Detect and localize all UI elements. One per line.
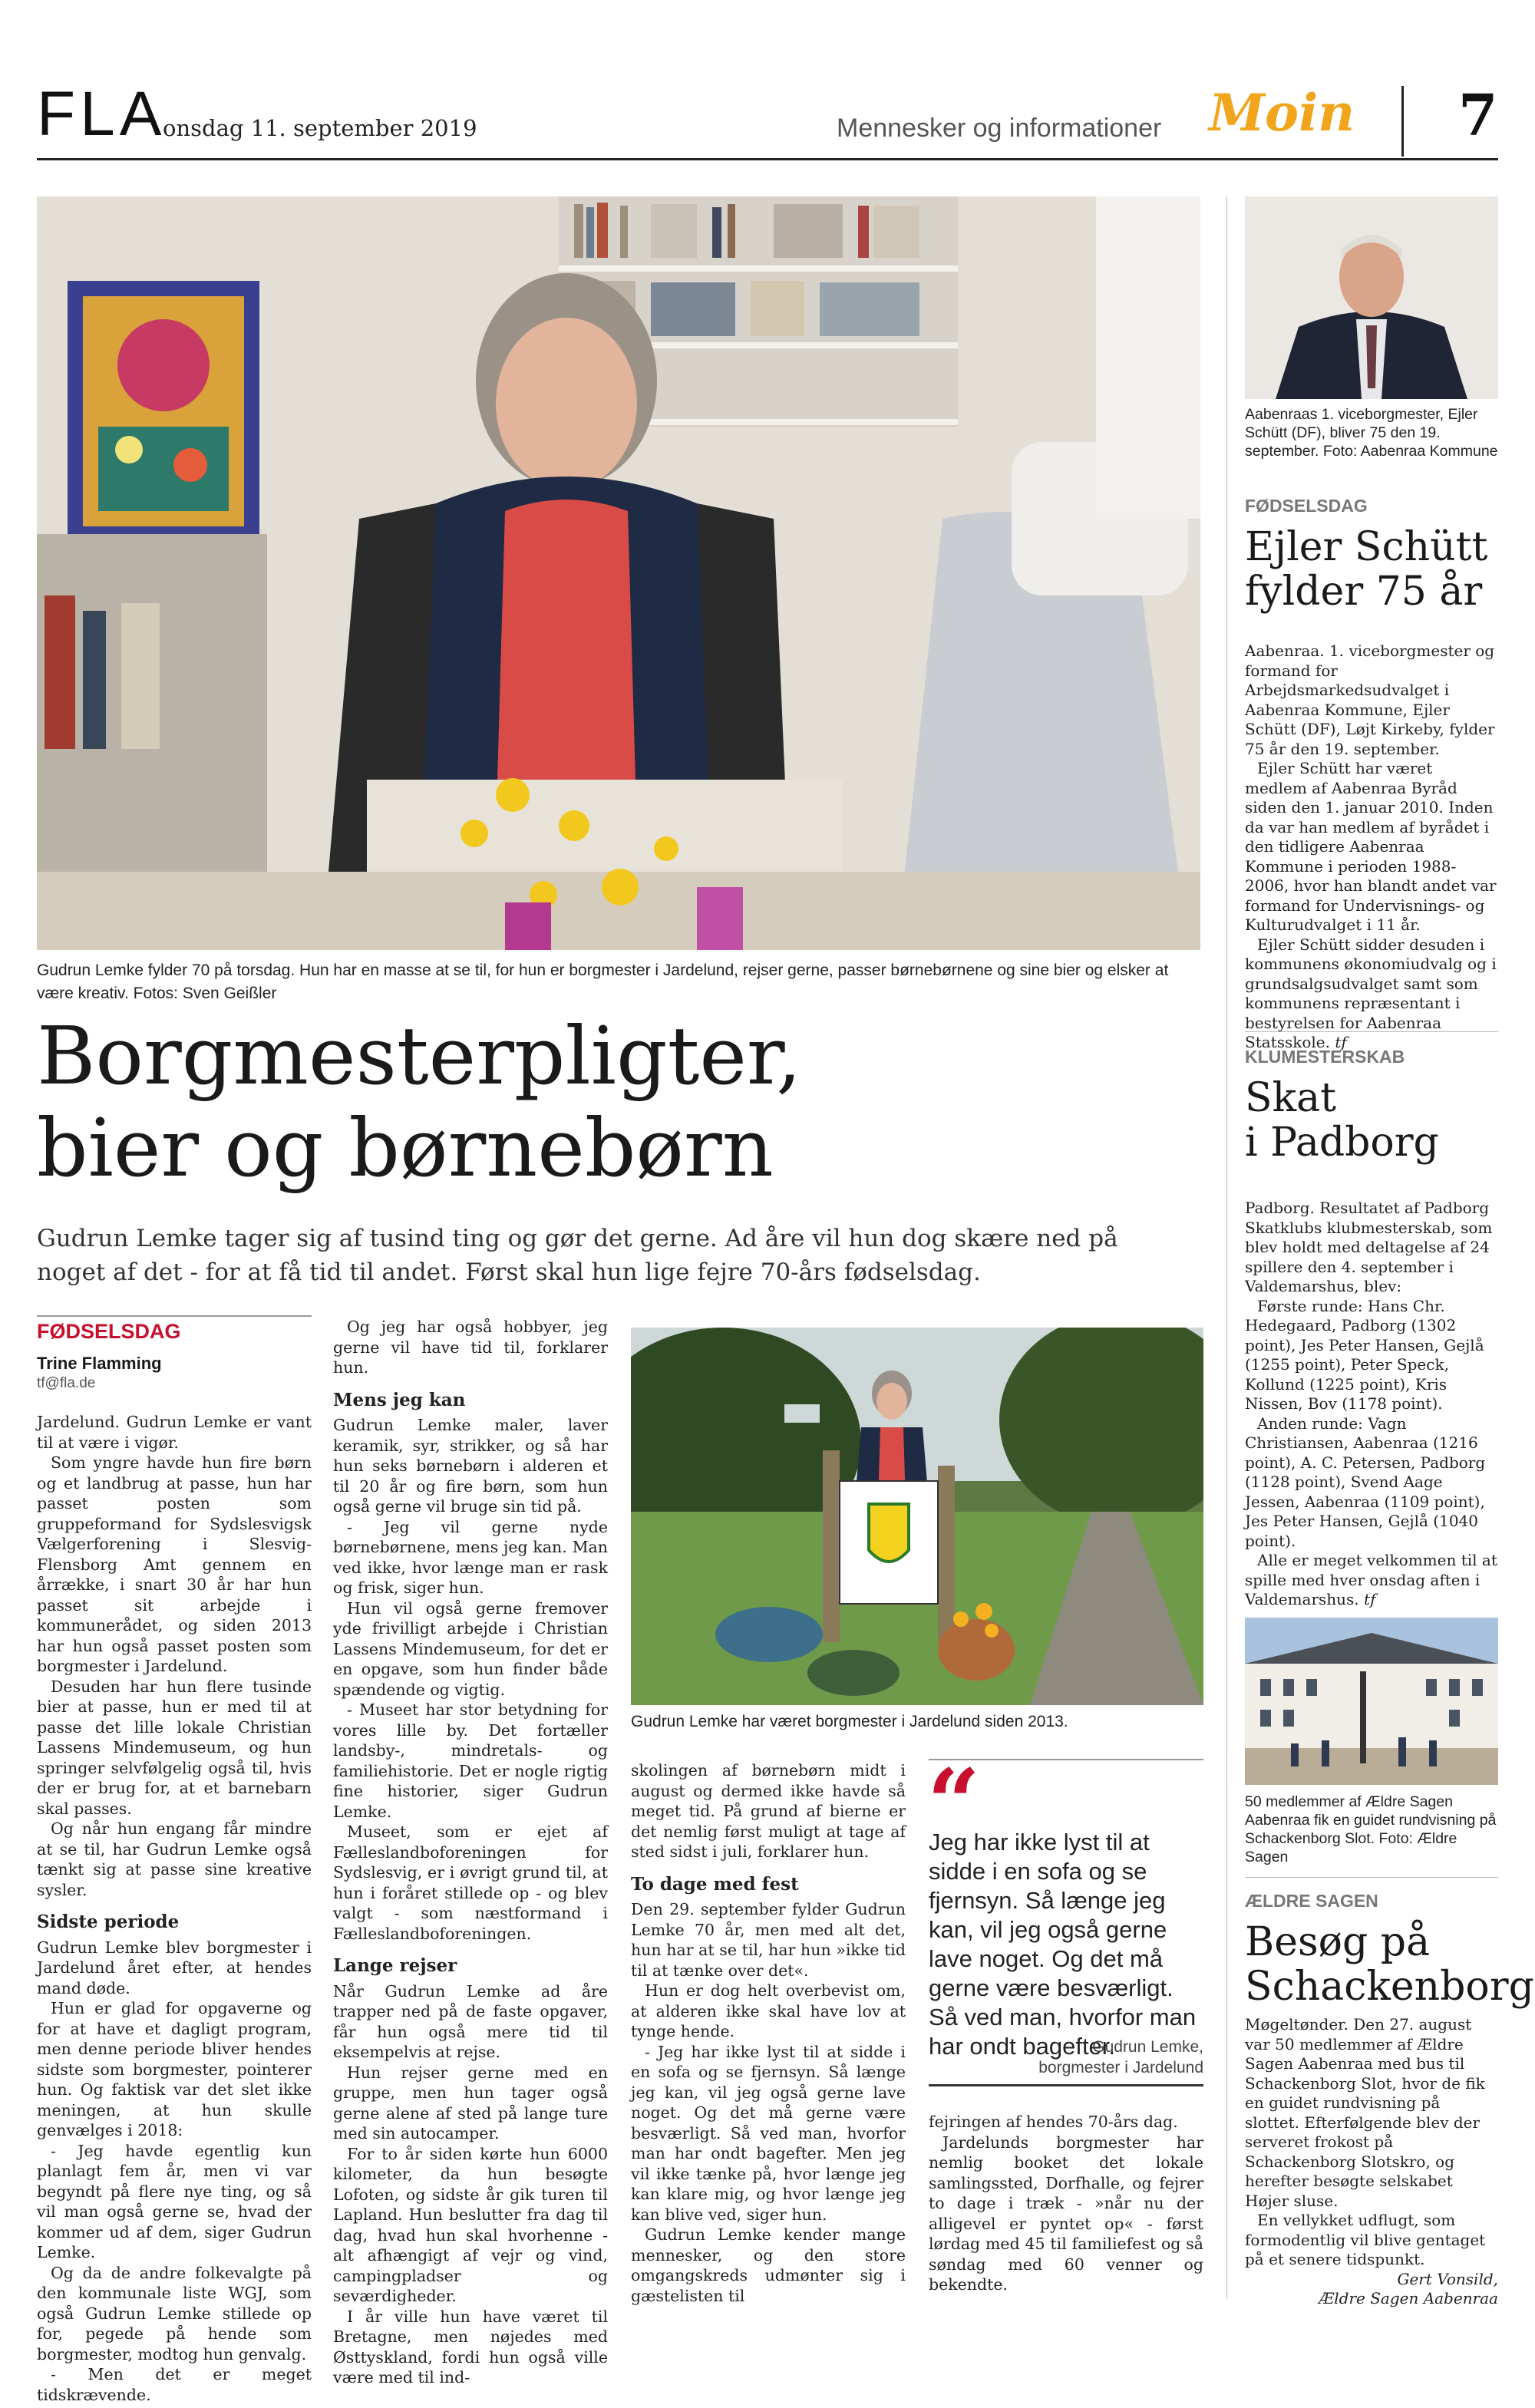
main-photo [37,196,1200,950]
issue-date: onsdag 11. september 2019 [163,115,477,141]
sidebar-title-skat [1245,1076,1502,1165]
paragraph: For to år siden kørte hun 6000 kilometer, da hun besøgte Lofoten, og sidste år gik turen til Lapland. Hun beslutter fra dag til dag, hvad hun skal hvorhenne - alt afhængigt af vejr og vind, campingpladser og seværdigheder. [333,2144,608,2305]
paragraph: - Men det er meget tidskrævende. [37,2365,312,2404]
moin-logo: Moin [1209,83,1355,143]
schackenborg-caption: 50 medlemmer af Ældre Sagen Aabenraa fik en guidet rundvisning på Schackenborg Slot. Foto: Ældre Sagen [1245,1793,1497,1865]
portrait-caption: Aabenraas 1. viceborgmester, Ejler Schütt (DF), bliver 75 den 19. september. Foto: Aabenraa Kommune [1245,406,1498,460]
main-photo-illustration [37,196,1200,950]
sidebar-title-line: Skat [1245,1075,1337,1121]
paragraph: fejringen af hendes 70-års dag. [929,2113,1178,2131]
paragraph: - Jeg har ikke lyst til at sidde i en sofa og se fjernsyn. Så længe jeg kan, vil jeg også gerne lave noget. Og det må gerne være besværligt. Så ved man, hvorfor man har ondt bagefter. Men jeg vil ikke tænke på, hvor længe jeg kan klare mig, og hvor længe jeg kan blive ved, siger hun. [631,2042,906,2224]
paragraph: Gudrun Lemke kender mange mennesker, og den store omgangskreds udmønter sig i gæstelisten til [631,2225,906,2305]
schackenborg-illustration [1245,1618,1498,1785]
sidebar-title-line: fylder 75 år [1245,569,1483,615]
sidebar-rule [1245,1877,1498,1878]
sidebar-story-aeldre [1245,2015,1498,2309]
sidebar-divider [1226,196,1227,2299]
paragraph: Hun er dog helt overbevist om, at alderen ikke skal have lov at tynge hende. [631,1981,906,2040]
sidebar-story-birthday [1245,642,1498,1053]
paragraph: Og jeg har også hobbyer, jeg gerne vil have tid til, forklarer hun. [333,1318,608,1377]
paragraph: Museet, som er ejet af Fælleslandboforeningen for Sydslesvig, er i øvrigt grund til, at hun i foråret stillede op - og blev valgt - som næstformand i Fælleslandboforeningen. [333,1822,608,1943]
sidebar-title-line: Schackenborg [1245,1964,1534,2010]
paragraph: Ejler Schütt har været medlem af Aabenraa Byråd siden den 1. januar 2010. Inden da var han medlem af byrådet i den tidligere Aabenraa Kommune i perioden 1988-2006, hvor han blandt andet var formand for Undervisnings- og Kulturudvalget i 11 år. [1245,759,1497,934]
kicker-rule [37,1315,312,1317]
main-photo-caption: Gudrun Lemke fylder 70 på torsdag. Hun har en masse at se til, for hun er borgmester i Jardelund, rejser gerne, passer børnebørnene og sine bier og elsker at være kreativ. Fotos: Sven Geißler [37,962,1169,1002]
paragraph: Og når hun engang får mindre at se til, har Gudrun Lemke også tænkt sig at passe sine kreative sysler. [37,1819,312,1899]
paragraph [1245,935,1498,1053]
mayor-sign-illustration [631,1328,1203,1705]
sidebar-kicker-aeldre: ÆLDRE SAGEN [1245,1891,1378,1911]
sidebar-title-aeldre [1245,1919,1534,2010]
subheading: To dage med fest [631,1873,799,1895]
paragraph: skolingen af børnebørn midt i august og dermed ikke havde så meget tid. På grund af bierne er det nemlig først muligt at tage af sted sidst i juli, forklarer hun. [631,1761,906,1861]
paragraph: Som yngre havde hun fire børn og et landbrug at passe, hun har passet posten som gruppeformand for Sydslesvigsk Vælgerforening i Slesvig-Flensborg Amt gennem en årrække, i snart 30 år har hun passet sit arbejde i kommunerådet, og siden 2013 har hun også passet posten som borgmester i Jardelund. [37,1453,312,1675]
paragraph-text: Ejler Schütt sidder desuden i kommunens økonomiudvalg og i grundsalgsudvalget samt som kommunens repræsentant i bestyrelsen for Aabenraa Statsskole. [1245,935,1497,1051]
paragraph: Hun vil også gerne fremover yde frivilligt arbejde i Christian Lassens Mindemuseum, for det er en opgave, som hun finder både spændende og vigtig. [333,1598,608,1699]
article-column-2 [333,1317,608,2388]
schackenborg-photo [1245,1618,1498,1785]
paragraph: Aabenraa. 1. viceborgmester og formand for Arbejdsmarkedsudvalget i Aabenraa Kommune, Ejler Schütt (DF), Løjt Kirkeby, fylder 75 år den 19. september. [1245,642,1495,758]
header-rule [37,158,1498,160]
paragraph: I år ville hun have været til Bretagne, men nøjedes med Østtyskland, fordi hun også ville være med til ind- [333,2307,608,2387]
paragraph: Anden runde: Vagn Christiansen, Aabenraa (1216 point), A. C. Petersen, Padborg (1128 point), Svend Aage Jessen, Aabenraa (1109 point), Jes Peter Hansen, Gejlå (1040 point). [1245,1413,1486,1550]
newspaper-logo: FLA [37,79,167,149]
paragraph: Jardelund. Gudrun Lemke er vant til at være i vigør. [37,1413,312,1452]
paragraph: Og da de andre folkevalgte på den kommunale liste WGJ, som også Gudrun Lemke stillede op for, pegede på hende som borgmester, modtog hun genvalg. [37,2263,312,2363]
signature: tf [1335,1033,1347,1051]
paragraph: Når Gudrun Lemke ad åre trapper ned på de faste opgaver, får hun også mere tid til eksempelvis at rejse. [333,1981,608,2061]
sidebar-story-skat [1245,1199,1498,1610]
pull-quote-author-title: borgmester i Jardelund [1038,2059,1203,2076]
sidebar-rule [1245,1031,1498,1032]
portrait-photo [1245,196,1498,399]
paragraph: Den 29. september fylder Gudrun Lemke 70 år, men med alt det, hun har at se til, har hun »ikke tid til at tænke over det«. [631,1900,906,1980]
paragraph: - Jeg vil gerne nyde børnebørnene, mens jeg kan. Man ved ikke, hvor længe man er rask og frisk, siger hun. [333,1517,608,1597]
paragraph: Desuden har hun flere tusinde bier at passe, hun er med til at passe det lille lokale Christian Lassens Mindemuseum, og hun springer selvfølgelig også til, hvis der er brug for, at et barnebarn skal passes. [37,1677,312,1818]
paragraph: Jardelunds borgmester har nemlig booket det lokale samlingssted, Dorfhalle, og fejrer to dage i træk - »når nu der alligevel er pyntet op« - først lørdag med 45 til familiefest og så søndag med 60 venner og bekendte. [929,2133,1203,2294]
headline-line-1: Borgmesterpligter, [37,1009,802,1103]
signature: tf [1364,1590,1376,1608]
subheading: Mens jeg kan [333,1389,466,1410]
headline [37,1010,1188,1194]
portrait-illustration [1245,196,1498,399]
signature: Gert Vonsild, [1397,2269,1498,2288]
paragraph: Hun er glad for opgaverne og for at have et dagligt program, men denne periode bliver hendes sidste som borgmester, pointerer hun. Og faktisk var det slet ikke meningen, at hun skulle genvælges i 2018: [37,1999,312,2139]
pull-quote-author-name: Gudrun Lemke, [1092,2038,1203,2056]
paragraph: - Jeg havde egentlig kun planlagt fem år, men vi var begyndt på flere nye ting, og så vil man også gerne se, hvad der kommer ud af dem, siger Gudrun Lemke. [37,2141,312,2261]
quote-mark-icon: “ [927,1749,981,1857]
headline-line-2: bier og børnebørn [37,1101,774,1195]
paragraph: Første runde: Hans Chr. Hedegaard, Padborg (1302 point), Jes Peter Hansen, Gejlå (1255 point), Peter Speck, Kollund (1225 point), Kris Nissen, Bov (1178 point). [1245,1296,1484,1413]
paragraph: Gudrun Lemke blev borgmester i Jardelund året efter, at hendes mand døde. [37,1938,312,1997]
paragraph [1245,1551,1498,1610]
subheading: Lange rejser [333,1955,457,1976]
paragraph: Møgeltønder. Den 27. august var 50 medlemmer af Ældre Sagen Aabenraa med bus til Schackenborg Slot, hvor de fik en guidet rundvisning på slottet. Efterfølgende blev der serveret frokost på Schackenborg Slotskro, og herefter besøgte selskabet Højer sluse. [1245,2015,1485,2210]
sidebar-title-line: Besøg på [1245,1919,1431,1965]
pull-quote: Jeg har ikke lyst til at sidde i en sofa og se fjernsyn. Så længe jeg kan, vil jeg også gerne lave noget. Og det må gerne være besværligt. Så ved man, hvorfor man har ondt bagefter. [929,1829,1197,2060]
mayor-sign-photo-caption: Gudrun Lemke har været borgmester i Jardelund siden 2013. [631,1713,1068,1730]
quote-bottom-rule [929,2084,1203,2086]
sidebar-kicker-skat: KLUMESTERSKAB [1245,1047,1405,1067]
sidebar-title-line: i Padborg [1245,1120,1439,1166]
pull-quote-author [929,2037,1203,2078]
sidebar-title-line: Ejler Schütt [1245,524,1488,570]
article-column-4 [929,2112,1203,2295]
author-email[interactable]: tf@fla.de [37,1375,96,1391]
section-title: Mennesker og informationer [837,114,1162,143]
paragraph-text: Alle er meget velkommen til at spille med hver onsdag aften i Valdemarshus. [1245,1551,1497,1608]
paragraph: Padborg. Resultatet af Padborg Skatklubs klubmesterskab, som blev holdt med deltagelse af 24 spillere den 4. september i Valdemarshus, blev: [1245,1199,1493,1295]
article-column-1 [37,1412,312,2405]
subheading: Sidste periode [37,1912,180,1932]
article-column-3 [631,1760,906,2306]
sidebar-kicker-birthday: FØDSELSDAG [1245,496,1368,516]
header-divider [1401,86,1404,157]
paragraph: - Museet har stor betydning for vores lille by. Det fortæller landsby-, mindretals- og familiehistorie. Det er nogle rigtig fine historier, siger Gudrun Lemke. [333,1700,608,1821]
sidebar-title-birthday [1245,525,1502,614]
author-name: Trine Flamming [37,1354,162,1373]
paragraph: En vellykket udflugt, som formodentlig vil blive gentaget på et senere tidspunkt. [1245,2211,1486,2268]
lead-paragraph: Gudrun Lemke tager sig af tusind ting og gør det gerne. Ad åre vil hun dog skære ned på noget af det - for at få tid til andet. Først skal hun lige fejre 70-års fødselsdag. [37,1225,1118,1286]
mayor-sign-photo [631,1328,1203,1705]
signature: Ældre Sagen Aabenraa [1319,2289,1498,2307]
page-number: 7 [1458,83,1498,149]
paragraph: Gudrun Lemke maler, laver keramik, syr, strikker, og så har hun seks børnebørn i alderen et til 20 år og fire børn, som hun også gerne vil bruge sin tid på. [333,1416,608,1516]
article-kicker: FØDSELSDAG [37,1320,181,1343]
paragraph: Hun rejser gerne med en gruppe, men hun tager også gerne alene af sted på lange ture med sin autocamper. [333,2063,608,2142]
